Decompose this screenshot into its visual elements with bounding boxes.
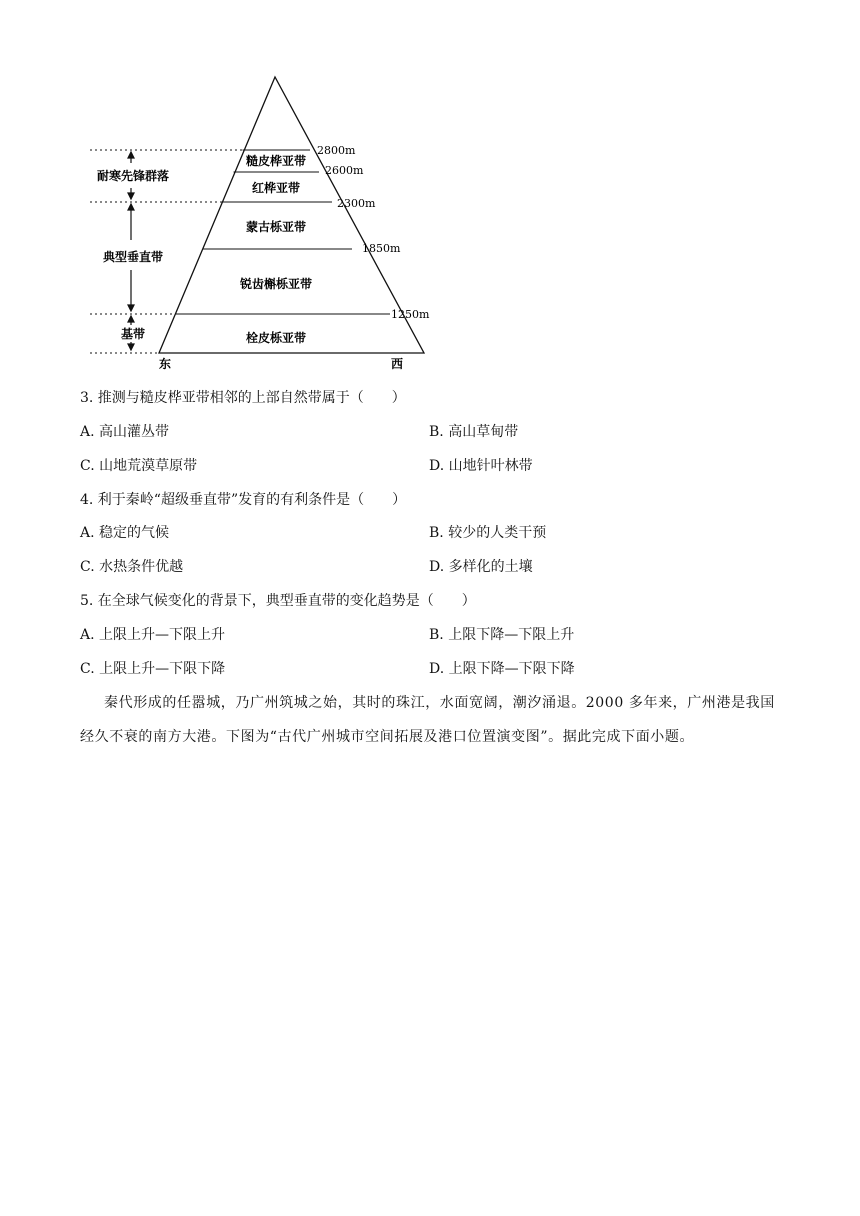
question-5-option-b: B. 上限下降—下限上升	[429, 627, 575, 643]
question-5-option-a: A. 上限上升—下限上升	[80, 627, 226, 643]
question-3-stem: 3. 推测与糙皮桦亚带相邻的上部自然带属于（ ）	[80, 390, 406, 406]
zone-label-2: 蒙古栎亚带	[245, 220, 307, 234]
bracket-label-pioneer: 耐寒先锋群落	[97, 169, 170, 183]
question-5-stem: 5. 在全球气候变化的背景下，典型垂直带的变化趋势是（ ）	[80, 593, 476, 609]
reading-passage	[80, 686, 782, 754]
bracket-label-base: 基带	[121, 327, 146, 341]
question-5-option-c: C. 上限上升—下限下降	[80, 661, 226, 677]
altitude-label-4: 1250m	[391, 308, 430, 321]
zone-label-0: 糙皮桦亚带	[245, 154, 307, 168]
question-4-option-a: A. 稳定的气候	[80, 525, 170, 541]
bracket-label-typical: 典型垂直带	[103, 250, 164, 264]
passage-text: 秦代形成的任嚣城，乃广州筑城之始，其时的珠江，水面宽阔，潮汐涌退。2000 多年来，广州港是我国经久不衰的南方大港。下图为“古代广州城市空间拓展及港口位置演变图”。据此完成下面小题。	[80, 695, 775, 745]
zone-label-3: 锐齿槲栎亚带	[239, 277, 313, 291]
altitude-label-3: 1850m	[362, 242, 401, 255]
altitude-label-2: 2300m	[337, 197, 376, 210]
direction-label-west: 西	[391, 357, 404, 371]
zone-label-4: 栓皮栎亚带	[245, 331, 307, 345]
direction-label-east: 东	[159, 357, 172, 371]
question-4-option-d: D. 多样化的土壤	[429, 559, 533, 575]
altitude-label-1: 2600m	[325, 164, 364, 177]
question-3-option-d: D. 山地针叶林带	[429, 458, 533, 474]
question-5-option-d: D. 上限下降—下限下降	[429, 661, 575, 677]
question-4-option-b: B. 较少的人类干预	[429, 525, 547, 541]
question-3-option-b: B. 高山草甸带	[429, 424, 519, 440]
mountain-triangle	[159, 77, 424, 353]
question-3-option-c: C. 山地荒漠草原带	[80, 458, 198, 474]
altitude-label-0: 2800m	[317, 144, 356, 157]
question-4-option-c: C. 水热条件优越	[80, 559, 184, 575]
question-4-stem: 4. 利于秦岭“超级垂直带”发育的有利条件是（ ）	[80, 492, 407, 508]
zone-label-1: 红桦亚带	[251, 181, 301, 195]
question-3-option-a: A. 高山灌丛带	[80, 424, 170, 440]
vertical-zone-diagram	[85, 72, 445, 372]
